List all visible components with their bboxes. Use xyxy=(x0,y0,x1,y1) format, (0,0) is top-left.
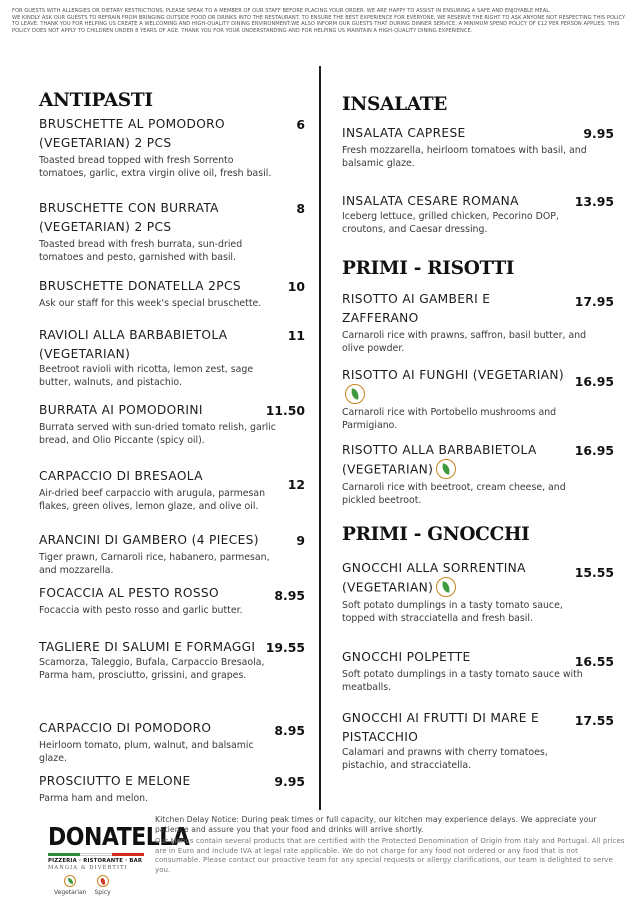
outside-food-notice: WE KINDLY ASK OUR GUESTS TO REFRAIN FROM BRINGING OUTSIDE FOOD OR DRINKS INTO THE RESTAURANT. TO ENSURE THE BEST EXPERIENCE FOR EVERYONE, WE RESERVE THE RIGHT TO ASK ANYONE NOT RESPECTING THIS POLICY TO LEAVE. THANK YOU FOR HELPING US CREATE A WELCOMING AND HIGH-QUALITY DINING ENVIRONMENT.WE ALSO INFORM OUR GUESTS THAT DURING DINNER SERVICE, A MINIMUM SPEND POLICY OF €12 PER PERSON APPLIES. THIS POLICY DOES NOT APPLY TO CHILDREN UNDER 8 YEARS OF AGE. THANK YOU FOR YOUR UNDERSTANDING AND FOR HELPING US MAINTAIN A HIGH-QUALITY DINING EXPERIENCE. xyxy=(12,14,626,34)
item-description: Toasted bread topped with fresh Sorrento tomatoes, garlic, extra virgin olive oil, fresh basil. xyxy=(39,155,272,179)
vegetarian-leaf-icon xyxy=(436,577,456,597)
item-price: 8.95 xyxy=(274,723,305,738)
item-name: FOCACCIA AL PESTO ROSSO xyxy=(39,586,219,600)
item-description: Iceberg lettuce, grilled chicken, Pecorino DOP, croutons, and Caesar dressing. xyxy=(342,211,559,235)
item-description: Burrata served with sun-dried tomato relish, garlic bread, and Olio Piccante (spicy oil). xyxy=(39,422,276,446)
brand-name: DONATELLA xyxy=(48,823,190,852)
footer-notes xyxy=(155,815,625,875)
menu-item xyxy=(39,326,305,389)
item-price: 9 xyxy=(296,533,305,548)
section-title-gnocchi: PRIMI - GNOCCHI xyxy=(342,524,530,545)
item-description: Soft potato dumplings in a tasty tomato sauce, topped with stracciatella and fresh basil. xyxy=(342,600,563,624)
menu-item xyxy=(342,290,614,355)
item-description: Toasted bread with fresh burrata, sun-dried tomatoes and pesto, garnished with basil. xyxy=(39,239,243,263)
vegetarian-leaf-icon xyxy=(345,384,365,404)
item-name: BRUSCHETTE DONATELLA 2PCS xyxy=(39,279,241,293)
menu-item xyxy=(39,467,305,513)
italian-flag-stripe xyxy=(48,853,144,856)
item-name: RAVIOLI ALLA BARBABIETOLA (VEGETARIAN) xyxy=(39,328,228,361)
menu-item xyxy=(39,401,305,447)
flag-red xyxy=(112,853,144,856)
brand-logo xyxy=(48,823,190,896)
legend-label: Vegetarian xyxy=(54,889,87,896)
section-title-antipasti: ANTIPASTI xyxy=(39,90,153,111)
item-name: GNOCCHI AI FRUTTI DI MARE E PISTACCHIO xyxy=(342,711,540,744)
item-description: Calamari and prawns with cherry tomatoes, pistachio, and stracciatella. xyxy=(342,747,548,771)
item-name: INSALATA CESARE ROMANA xyxy=(342,194,519,208)
flag-white xyxy=(80,853,112,856)
dietary-legend xyxy=(48,875,144,896)
item-name xyxy=(342,559,614,598)
menu-item xyxy=(39,277,305,311)
item-price: 17.55 xyxy=(574,713,614,728)
item-name: PROSCIUTTO E MELONE xyxy=(39,774,191,788)
menu-item xyxy=(342,366,614,432)
item-name: TAGLIERE DI SALUMI E FORMAGGI xyxy=(39,640,256,654)
item-price: 19.55 xyxy=(265,640,305,655)
item-price: 11 xyxy=(287,328,305,343)
item-name: ARANCINI DI GAMBERO (4 PIECES) xyxy=(39,533,259,547)
menu-item xyxy=(39,199,305,264)
item-description: Carnaroli rice with beetroot, cream cheese, and pickled beetroot. xyxy=(342,482,566,506)
chili-pepper-icon xyxy=(97,875,109,887)
menu-item xyxy=(39,584,305,618)
menu-item xyxy=(342,648,614,694)
allergy-notice: FOR GUESTS WITH ALLERGIES OR DIETARY RESTRICTIONS, PLEASE SPEAK TO A MEMBER OF OUR STAFF BEFORE PLACING YOUR ORDER. WE ARE HAPPY TO ASSIST IN ENSURING A SAFE AND ENJOYABLE MEAL. xyxy=(12,8,551,14)
item-description: Carnaroli rice with prawns, saffron, basil butter, and olive powder. xyxy=(342,330,587,354)
item-description: Heirloom tomato, plum, walnut, and balsamic glaze. xyxy=(39,740,254,764)
item-name: BRUSCHETTE AL POMODORO (VEGETARIAN) 2 PCS xyxy=(39,117,225,150)
item-price: 13.95 xyxy=(574,194,614,209)
item-name: INSALATA CAPRESE xyxy=(342,126,466,140)
item-description: Scamorza, Taleggio, Bufala, Carpaccio Bresaola, Parma ham, prosciutto, grissini, and grapes. xyxy=(39,657,265,681)
menu-item xyxy=(39,638,305,682)
item-price: 16.55 xyxy=(574,654,614,669)
menu-item xyxy=(342,559,614,625)
column-divider xyxy=(319,66,321,810)
item-description: Beetroot ravioli with ricotta, lemon zest, sage butter, walnuts, and pistachio. xyxy=(39,364,254,388)
brand-subtitle: PIZZERIA · RISTORANTE · BAR xyxy=(48,858,143,864)
menu-item xyxy=(342,192,614,236)
item-description: Parma ham and melon. xyxy=(39,793,149,804)
item-price: 11.50 xyxy=(265,403,305,418)
item-name-text: RISOTTO AI FUNGHI (VEGETARIAN) xyxy=(342,368,565,382)
section-title-insalate: INSALATE xyxy=(342,94,448,115)
vegetarian-leaf-icon xyxy=(64,875,76,887)
legend-vegetarian xyxy=(54,875,86,896)
menu-item xyxy=(39,772,305,806)
item-name: RISOTTO AI GAMBERI E ZAFFERANO xyxy=(342,292,491,325)
item-name xyxy=(342,441,614,480)
item-description: Fresh mozzarella, heirloom tomatoes with basil, and balsamic glaze. xyxy=(342,145,587,169)
item-price: 8.95 xyxy=(274,588,305,603)
legend-label: Spicy xyxy=(94,889,111,896)
item-description: Soft potato dumplings in a tasty tomato sauce with meatballs. xyxy=(342,669,583,693)
item-price: 6 xyxy=(296,117,305,132)
item-description: Ask our staff for this week's special bruschette. xyxy=(39,298,262,309)
menu-item xyxy=(342,124,614,170)
item-name: BRUSCHETTE CON BURRATA (VEGETARIAN) 2 PCS xyxy=(39,201,219,234)
item-description: Tiger prawn, Carnaroli rice, habanero, parmesan, and mozzarella. xyxy=(39,552,270,576)
item-name-text: GNOCCHI ALLA SORRENTINA (VEGETARIAN) xyxy=(342,561,526,595)
policy-notice xyxy=(12,8,628,34)
item-price: 15.55 xyxy=(574,565,614,580)
menu-item xyxy=(39,719,305,765)
item-name: BURRATA AI POMODORINI xyxy=(39,403,203,417)
item-price: 9.95 xyxy=(583,126,614,141)
menu-item xyxy=(39,531,305,577)
item-price: 9.95 xyxy=(274,774,305,789)
brand-tagline: MANGIA & DIVERTITI xyxy=(48,865,128,871)
item-name xyxy=(342,366,614,405)
section-title-risotti: PRIMI - RISOTTI xyxy=(342,258,515,279)
item-price: 16.95 xyxy=(574,443,614,458)
menu-item xyxy=(342,441,614,507)
item-name: GNOCCHI POLPETTE xyxy=(342,650,471,664)
legend-spicy xyxy=(94,875,110,896)
menu-info-notice: Our Menus contain several products that are certified with the Protected Denomination of Origin from Italy and Portugal. All prices are in Euro and include IVA at legal rate applicable. We do not charge for any food not ordered or any food that is not consumable. Please contact our proactive team for any special requests or allergy clarifications, our team is delighted to serve you. xyxy=(155,837,625,874)
flag-green xyxy=(48,853,80,856)
item-price: 17.95 xyxy=(574,294,614,309)
item-price: 10 xyxy=(287,279,305,294)
item-name: CARPACCIO DI BRESAOLA xyxy=(39,469,203,483)
item-description: Focaccia with pesto rosso and garlic butter. xyxy=(39,605,243,616)
item-price: 12 xyxy=(287,477,305,492)
item-description: Carnaroli rice with Portobello mushrooms and Parmigiano. xyxy=(342,407,557,431)
item-price: 8 xyxy=(296,201,305,216)
menu-item xyxy=(342,709,614,772)
item-name-text: RISOTTO ALLA BARBABIETOLA (VEGETARIAN) xyxy=(342,443,537,477)
menu-item xyxy=(39,115,305,180)
item-name: CARPACCIO DI POMODORO xyxy=(39,721,212,735)
kitchen-delay-notice: Kitchen Delay Notice: During peak times or full capacity, our kitchen may experience delays. We appreciate your patience and assure you that your food and drinks will arrive shortly. xyxy=(155,815,597,835)
item-description: Air-dried beef carpaccio with arugula, parmesan flakes, green olives, lemon glaze, and olive oil. xyxy=(39,488,266,512)
vegetarian-leaf-icon xyxy=(436,459,456,479)
item-price: 16.95 xyxy=(574,374,614,389)
